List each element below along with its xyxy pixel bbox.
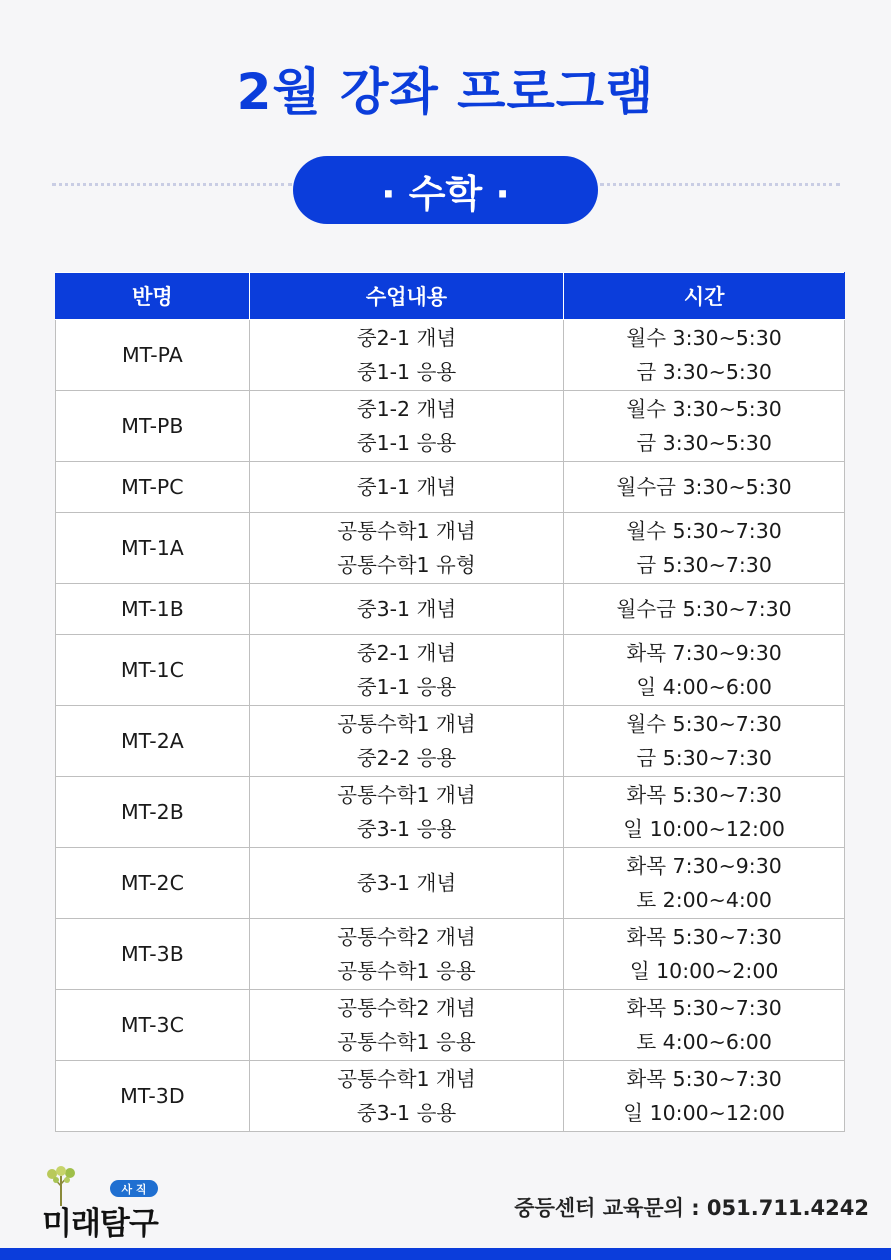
page-title: 2월 강좌 프로그램 — [236, 63, 655, 121]
cell-time-line: 화목 5:30~7:30 — [626, 996, 782, 1020]
cell-class-name: MT-3C — [56, 990, 250, 1061]
cell-content — [249, 919, 564, 990]
cell-content-line: 중1-1 응용 — [356, 431, 457, 455]
cell-content-line: 공통수학1 응용 — [337, 1030, 476, 1054]
cell-time — [564, 706, 845, 777]
cell-content-line: 공통수학1 개념 — [337, 519, 476, 543]
cell-content — [249, 1061, 564, 1132]
cell-content — [249, 320, 564, 391]
cell-class-name: MT-2A — [56, 706, 250, 777]
cell-content-line: 중1-1 응용 — [356, 675, 457, 699]
cell-time-line: 월수 5:30~7:30 — [626, 712, 782, 736]
table-row — [56, 990, 845, 1061]
cell-time-line: 월수금 3:30~5:30 — [616, 475, 792, 499]
cell-content — [249, 777, 564, 848]
schedule-table — [55, 272, 845, 1132]
column-header-class: 반명 — [56, 273, 250, 320]
table-row — [56, 635, 845, 706]
cell-content-line: 공통수학1 개념 — [337, 712, 476, 736]
cell-time-line: 화목 5:30~7:30 — [626, 1067, 782, 1091]
cell-class-name: MT-2C — [56, 848, 250, 919]
table-row — [56, 391, 845, 462]
table-body — [56, 320, 845, 1132]
cell-content-line: 중1-2 개념 — [356, 397, 457, 421]
table-row — [56, 848, 845, 919]
cell-class-name: MT-2B — [56, 777, 250, 848]
cell-time-line: 일 4:00~6:00 — [636, 675, 772, 699]
cell-content-line: 중3-1 응용 — [356, 817, 457, 841]
cell-time-line: 일 10:00~12:00 — [623, 817, 785, 841]
cell-time — [564, 462, 845, 513]
table-row — [56, 462, 845, 513]
cell-class-name: MT-1B — [56, 584, 250, 635]
column-header-time: 시간 — [564, 273, 845, 320]
contact-info: 중등센터 교육문의 : 051.711.4242 — [514, 1196, 869, 1220]
cell-time-line: 토 2:00~4:00 — [636, 888, 772, 912]
cell-time-line: 화목 7:30~9:30 — [626, 854, 782, 878]
cell-time — [564, 848, 845, 919]
cell-time — [564, 584, 845, 635]
cell-class-name: MT-1C — [56, 635, 250, 706]
divider-left — [52, 183, 292, 186]
cell-time-line: 일 10:00~12:00 — [623, 1101, 785, 1125]
cell-time-line: 토 4:00~6:00 — [636, 1030, 772, 1054]
cell-class-name: MT-1A — [56, 513, 250, 584]
cell-content — [249, 635, 564, 706]
cell-content — [249, 462, 564, 513]
table-row — [56, 320, 845, 391]
cell-time — [564, 513, 845, 584]
subject-badge: · 수학 · — [293, 156, 598, 224]
cell-content-line: 중2-2 응용 — [356, 746, 457, 770]
cell-content — [249, 848, 564, 919]
cell-content — [249, 513, 564, 584]
logo — [40, 1170, 170, 1240]
cell-content — [249, 391, 564, 462]
divider-right — [600, 183, 840, 186]
table-row — [56, 919, 845, 990]
cell-content-line: 중1-1 개념 — [356, 475, 457, 499]
cell-content-line: 공통수학2 개념 — [337, 996, 476, 1020]
cell-content-line: 중3-1 응용 — [356, 1101, 457, 1125]
logo-badge: 사 직 — [110, 1180, 158, 1197]
cell-class-name: MT-3B — [56, 919, 250, 990]
cell-time-line: 월수 3:30~5:30 — [626, 397, 782, 421]
cell-time-line: 월수 5:30~7:30 — [626, 519, 782, 543]
cell-content-line: 중2-1 개념 — [356, 326, 457, 350]
cell-time — [564, 635, 845, 706]
cell-content-line: 중1-1 응용 — [356, 360, 457, 384]
cell-content-line: 중3-1 개념 — [356, 871, 457, 895]
table-row — [56, 706, 845, 777]
cell-class-name: MT-PB — [56, 391, 250, 462]
cell-time — [564, 990, 845, 1061]
column-header-content: 수업내용 — [249, 273, 564, 320]
cell-time — [564, 320, 845, 391]
cell-content-line: 중2-1 개념 — [356, 641, 457, 665]
table-header-row — [56, 273, 845, 320]
table-row — [56, 584, 845, 635]
cell-time-line: 월수 3:30~5:30 — [626, 326, 782, 350]
cell-content — [249, 584, 564, 635]
cell-content — [249, 706, 564, 777]
cell-time-line: 일 10:00~2:00 — [629, 959, 779, 983]
cell-time-line: 화목 5:30~7:30 — [626, 925, 782, 949]
cell-content — [249, 990, 564, 1061]
cell-content-line: 공통수학2 개념 — [337, 925, 476, 949]
cell-time-line: 화목 7:30~9:30 — [626, 641, 782, 665]
cell-content-line: 공통수학1 응용 — [337, 959, 476, 983]
cell-time-line: 금 5:30~7:30 — [636, 553, 772, 577]
logo-text: 미래탐구 — [42, 1206, 158, 1242]
cell-content-line: 공통수학1 개념 — [337, 783, 476, 807]
cell-class-name: MT-PA — [56, 320, 250, 391]
cell-time — [564, 1061, 845, 1132]
cell-time-line: 금 3:30~5:30 — [636, 431, 772, 455]
table-row — [56, 1061, 845, 1132]
cell-content-line: 공통수학1 개념 — [337, 1067, 476, 1091]
cell-class-name: MT-PC — [56, 462, 250, 513]
cell-content-line: 중3-1 개념 — [356, 597, 457, 621]
cell-class-name: MT-3D — [56, 1061, 250, 1132]
table-row — [56, 777, 845, 848]
bottom-bar — [0, 1248, 891, 1260]
cell-time-line: 금 5:30~7:30 — [636, 746, 772, 770]
cell-content-line: 공통수학1 유형 — [337, 553, 476, 577]
cell-time-line: 금 3:30~5:30 — [636, 360, 772, 384]
cell-time — [564, 391, 845, 462]
cell-time — [564, 777, 845, 848]
cell-time — [564, 919, 845, 990]
cell-time-line: 월수금 5:30~7:30 — [616, 597, 792, 621]
cell-time-line: 화목 5:30~7:30 — [626, 783, 782, 807]
table-row — [56, 513, 845, 584]
